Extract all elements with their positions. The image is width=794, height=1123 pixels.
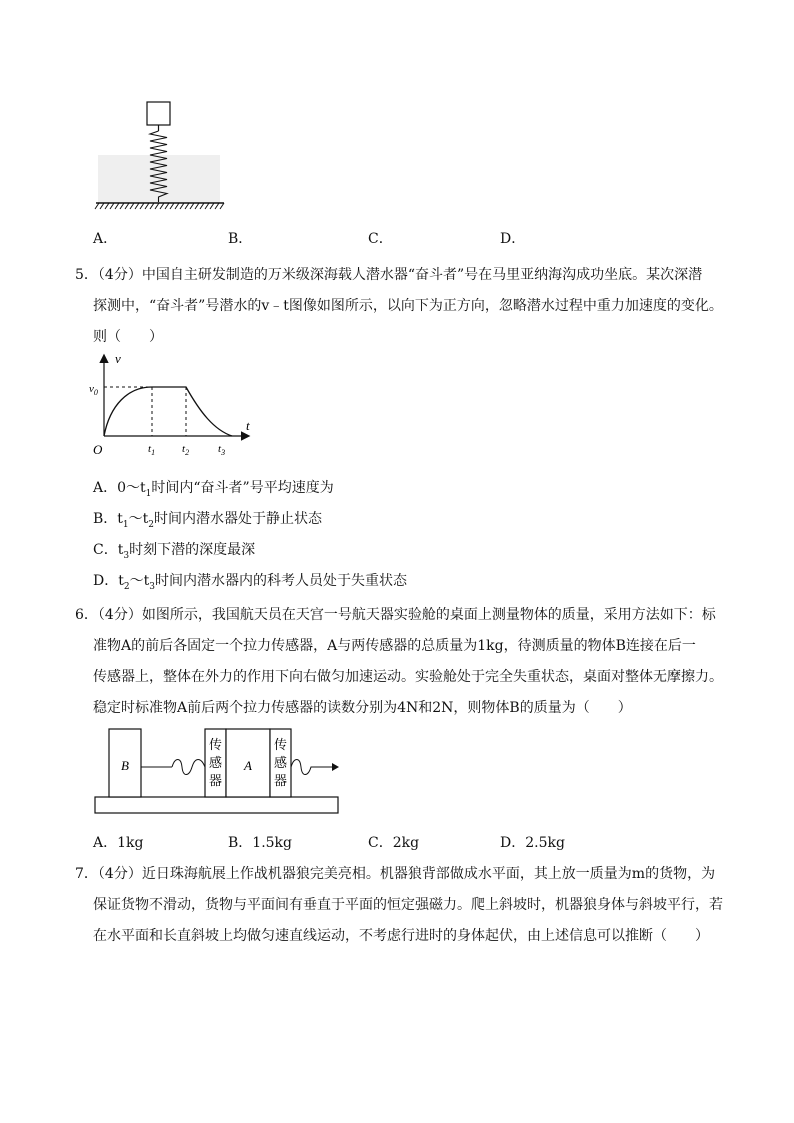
svg-text:B: B [121, 758, 129, 773]
q6-option-c: C．2kg [368, 835, 420, 851]
q5-option-b: B．$t_1\sim t_2$时间内潜水器处于静止状态 [93, 511, 323, 530]
q6-option-d: D．2.5kg [500, 835, 565, 851]
velocity-curve [104, 387, 232, 436]
sensor-setup-figure [92, 727, 342, 815]
q6-option-a: A．1kg [93, 835, 144, 851]
t-axis-label: t [246, 418, 250, 433]
v-axis-label: v [115, 351, 121, 366]
svg-text:感: 感 [273, 755, 288, 770]
svg-text:器: 器 [208, 773, 223, 788]
table-surface [95, 797, 338, 813]
q6-stem-line1: 6．（4分）如图所示，我国航天员在天宫一号航天器实验舱的桌面上测量物体的质量，采用方法如下：标 [75, 607, 716, 623]
wavy-connector-left [172, 760, 205, 775]
q5-stem-line3: 则（ ） [93, 329, 163, 345]
q6-stem-line3: 传感器上，整体在外力的作用下向右做匀加速运动。实验舱处于完全失重状态，桌面对整体无摩擦力。 [93, 669, 723, 685]
v0-label: $v_0$ [89, 383, 98, 397]
force-arrow [332, 763, 339, 771]
t3-label: $t_3$ [218, 443, 226, 457]
q5-stem-line2: 探测中，“奋斗者”号潜水的v﹣t图像如图所示，以向下为正方向，忽略潜水过程中重力加速度的变化。 [93, 298, 723, 314]
svg-text:器: 器 [273, 773, 288, 788]
svg-text:传: 传 [273, 737, 288, 752]
block [147, 102, 170, 125]
q5-option-c: C．$t_3$时刻下潜的深度最深 [93, 542, 256, 561]
origin-label: O [93, 442, 103, 457]
q5-option-d: D．$t_2\sim t_3$时间内潜水器内的科考人员处于失重状态 [93, 573, 407, 592]
q6-stem-line4: 稳定时标准物A前后两个拉力传感器的读数分别为4N和2N，则物体B的质量为（ ） [93, 700, 632, 716]
q7-stem-line2: 保证货物不滑动，货物与平面间有垂直于平面的恒定强磁力。爬上斜坡时，机器狼身体与斜坡平行，若 [93, 897, 723, 913]
q4-option-a: A． [93, 231, 118, 247]
spring-block-figure [92, 96, 227, 214]
svg-text:A: A [244, 758, 252, 773]
q6-stem-line2: 准物A的前后各固定一个拉力传感器，A与两传感器的总质量为1kg，待测质量的物体B连接在后一 [93, 638, 696, 654]
q4-option-d: D． [500, 231, 526, 247]
q4-option-b: B． [228, 231, 253, 247]
q7-stem-line3: 在水平面和长直斜坡上均做匀速直线运动，不考虑行进时的身体起伏，由上述信息可以推断（ ） [93, 928, 709, 944]
svg-text:传: 传 [208, 737, 223, 752]
q4-option-c: C． [368, 231, 393, 247]
q5-option-a: A．$0\sim t_1$时间内“奋斗者”号平均速度为 [93, 480, 334, 499]
q6-option-b: B．1.5kg [228, 835, 292, 851]
svg-text:感: 感 [208, 755, 223, 770]
t2-label: $t_2$ [182, 443, 190, 457]
t1-label: $t_1$ [148, 443, 156, 457]
q7-stem-line1: 7．（4分）近日珠海航展上作战机器狼完美亮相。机器狼背部做成水平面，其上放一质量为m的货物，为 [75, 866, 716, 882]
wavy-connector-right [291, 760, 332, 775]
vt-graph [88, 350, 263, 460]
q5-stem-line1: 5．（4分）中国自主研发制造的万米级深海载人潜水器“奋斗者”号在马里亚纳海沟成功坐底。某次深潜 [75, 267, 703, 283]
